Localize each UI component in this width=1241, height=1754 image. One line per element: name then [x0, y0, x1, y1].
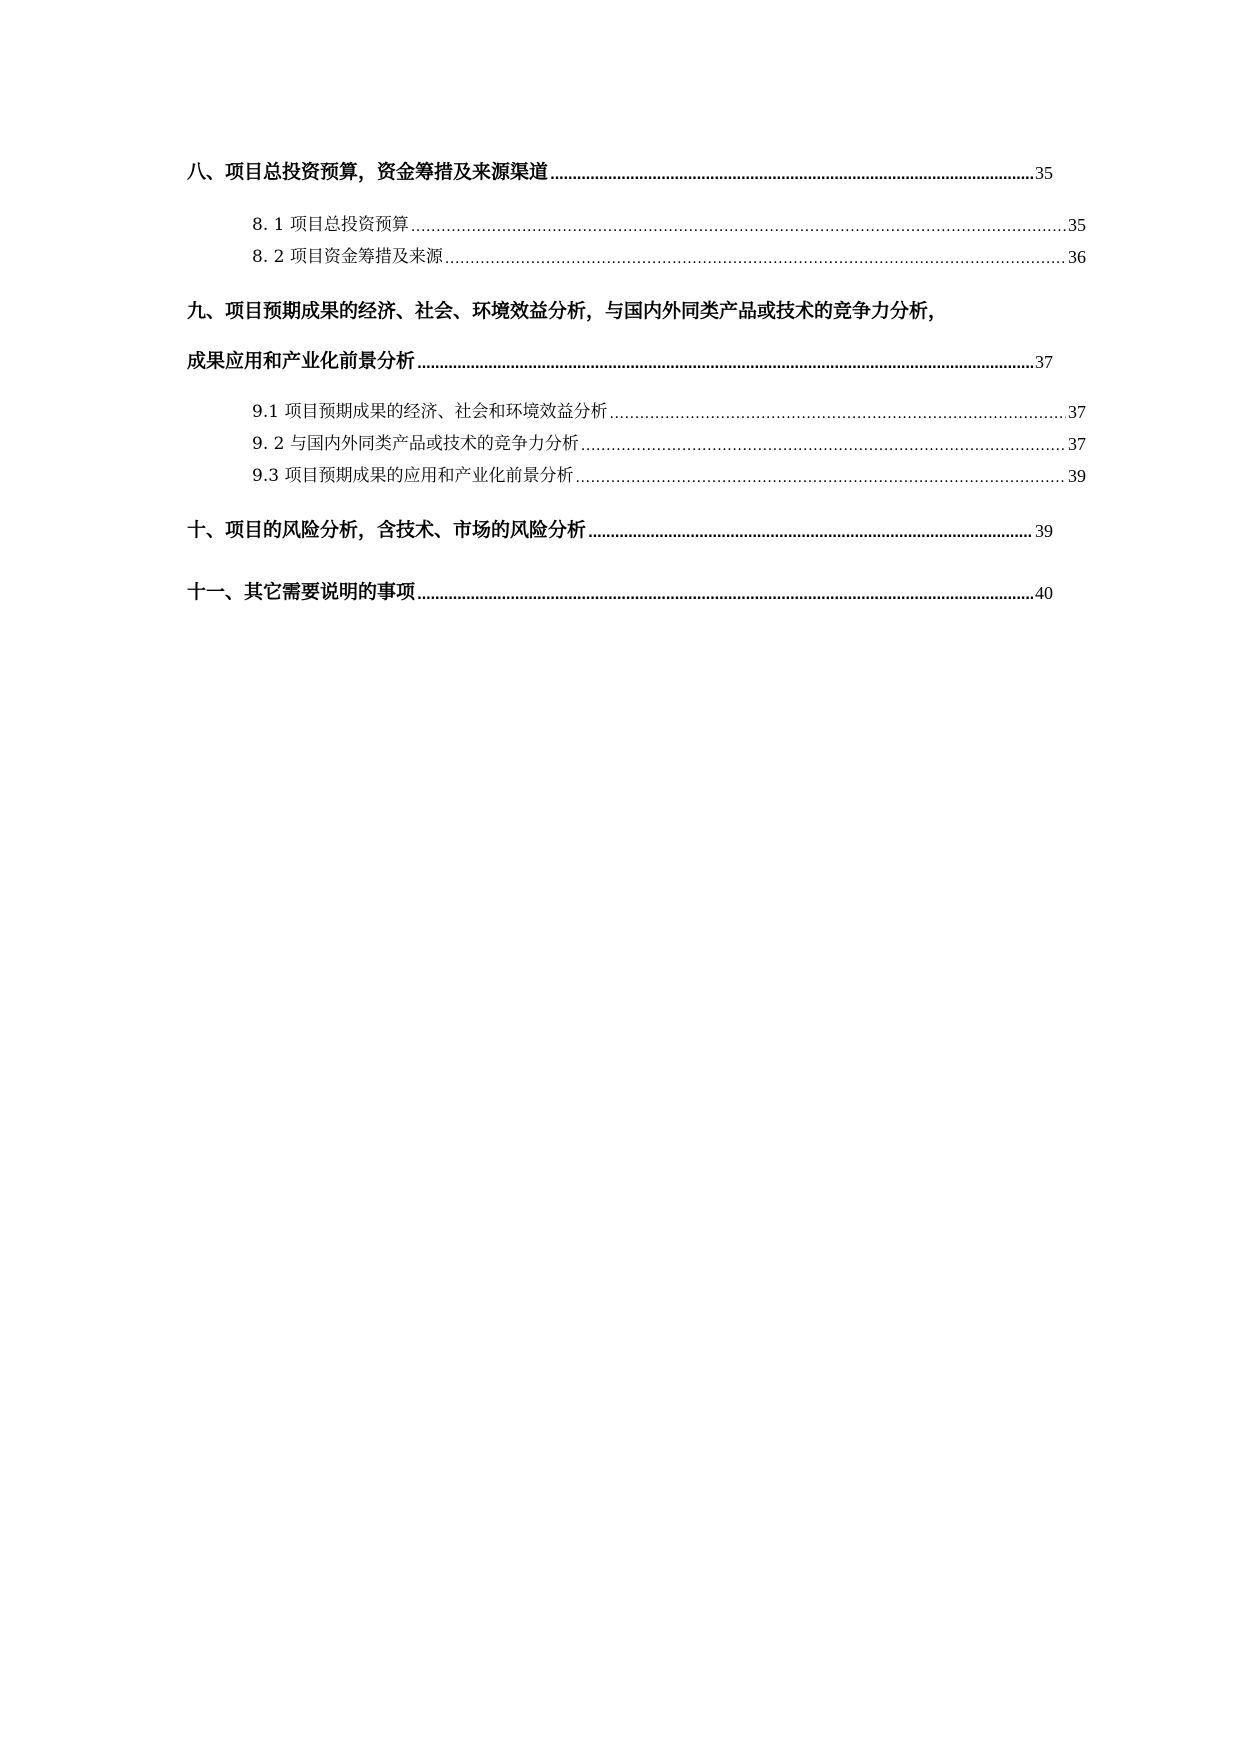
dot-leader — [417, 589, 1033, 602]
dot-leader — [411, 220, 1066, 234]
toc-entry-chapter-9[interactable] — [187, 352, 1053, 371]
toc-page-number: 37 — [1068, 402, 1086, 422]
toc-entry-chapter-9-line-1[interactable] — [187, 302, 947, 321]
dot-leader — [609, 407, 1066, 421]
toc-page-number: 39 — [1035, 521, 1053, 541]
toc-entry-section-9-1[interactable] — [252, 403, 1086, 421]
toc-entry-section-8-2[interactable] — [252, 248, 1086, 266]
dot-leader — [445, 252, 1066, 266]
toc-entry-title: 成果应用和产业化前景分析 — [187, 350, 416, 372]
toc-entry-title: 9.1 项目预期成果的经济、社会和环境效益分析 — [252, 402, 608, 422]
dot-leader — [550, 169, 1033, 182]
toc-page-number: 36 — [1068, 247, 1086, 267]
toc-entry-title: 十、项目的风险分析，含技术、市场的风险分析 — [187, 519, 587, 541]
toc-entry-title: 十一、其它需要说明的事项 — [187, 581, 416, 603]
toc-entry-chapter-8[interactable] — [187, 163, 1053, 182]
toc-entry-title: 8. 2 项目资金筹措及来源 — [252, 247, 443, 267]
toc-page-number: 40 — [1035, 583, 1053, 603]
dot-leader — [417, 358, 1033, 371]
toc-entry-chapter-10[interactable] — [187, 521, 1053, 540]
toc-entry-section-9-3[interactable] — [252, 467, 1086, 485]
toc-entry-title: 9.3 项目预期成果的应用和产业化前景分析 — [252, 466, 574, 486]
toc-entry-title: 9. 2 与国内外同类产品或技术的竞争力分析 — [252, 434, 579, 454]
toc-entry-section-8-1[interactable] — [252, 216, 1086, 234]
toc-entry-section-9-2[interactable] — [252, 435, 1086, 453]
dot-leader — [581, 439, 1066, 453]
toc-page-number: 37 — [1035, 352, 1053, 372]
toc-entry-title: 8. 1 项目总投资预算 — [252, 215, 409, 235]
toc-page-number: 39 — [1068, 466, 1086, 486]
dot-leader — [588, 527, 1033, 540]
toc-entry-title: 八、项目总投资预算，资金筹措及来源渠道 — [187, 161, 549, 183]
toc-entry-chapter-11[interactable] — [187, 583, 1053, 602]
toc-entry-title: 九、项目预期成果的经济、社会、环境效益分析，与国内外同类产品或技术的竞争力分析， — [187, 300, 948, 322]
toc-page-number: 35 — [1035, 163, 1053, 183]
toc-page-number: 37 — [1068, 434, 1086, 454]
dot-leader — [575, 471, 1066, 485]
toc-page-number: 35 — [1068, 215, 1086, 235]
